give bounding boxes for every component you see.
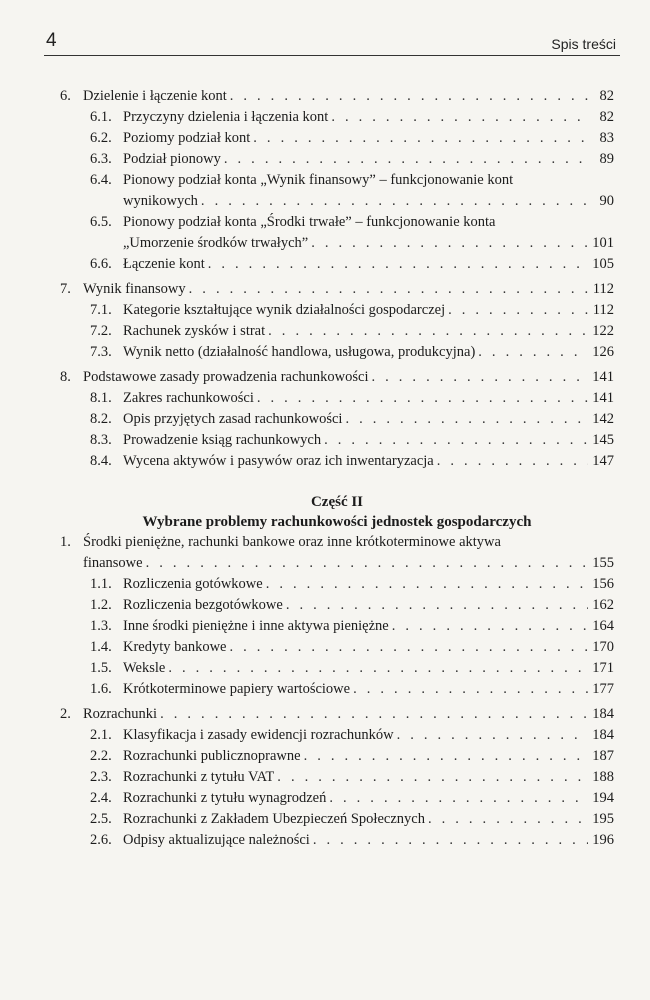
toc-entry [0,658,614,679]
dot-leader [428,809,588,830]
toc-entry-number: 2.1. [90,727,112,743]
toc-entry-title: „Umorzenie środków trwałych” [123,235,309,251]
toc-entry-title: Podział pionowy [123,151,221,167]
toc-entry [0,532,614,574]
toc-entry-number: 6.1. [90,109,112,125]
dot-leader [208,254,588,275]
dot-leader [448,300,588,321]
toc-entry-number: 1.4. [90,639,112,655]
toc-entry-number: 1.1. [90,576,112,592]
toc-entry-title: Rozrachunki z tytułu VAT [123,769,275,785]
dot-leader [392,616,588,637]
toc-entry [0,430,614,451]
toc-entry-page: 112 [592,281,614,297]
toc-entry-page: 196 [592,832,614,848]
dot-leader [266,574,588,595]
toc-entry-page: 90 [599,193,614,209]
part-label: Część II [310,494,364,510]
toc-part-two [0,532,650,851]
running-head: Spis treści [551,36,616,52]
toc-entry-number: 7.3. [90,344,112,360]
toc-entry [0,149,614,170]
dot-leader [478,342,588,363]
dot-leader [311,233,588,254]
dot-leader [189,279,588,300]
dot-leader [277,767,588,788]
toc-entry-page: 142 [592,411,614,427]
toc-entry-page: 101 [592,235,614,251]
toc-entry-title: finansowe [83,555,143,571]
toc-entry-number: 8.2. [90,411,112,427]
toc-entry [0,746,614,767]
toc-entry-title: Pionowy podział konta „Środki trwałe” – funkcjonowanie konta [123,214,496,230]
toc-entry-title: Rachunek zysków i strat [123,323,266,339]
toc-entry [0,86,614,107]
dot-leader [324,430,588,451]
dot-leader [286,595,588,616]
toc-entry-title: Inne środki pieniężne i inne aktywa pieniężne [123,618,389,634]
toc-entry-page: 184 [592,727,614,743]
toc-entry-number: 6.2. [90,130,112,146]
toc-entry-number: 8.1. [90,390,112,406]
dot-leader [268,321,588,342]
toc-entry-title: Dzielenie i łączenie kont [83,88,227,104]
toc-entry-page: 162 [592,597,614,613]
toc-entry-page: 171 [592,660,614,676]
toc-entry-number: 6.4. [90,172,112,188]
dot-leader [304,746,588,767]
dot-leader [230,86,588,107]
toc-entry-number: 1.3. [90,618,112,634]
dot-leader [253,128,588,149]
toc-entry [0,725,614,746]
toc-entry-page: 122 [592,323,614,339]
dot-leader [229,637,588,658]
dot-leader [224,149,588,170]
toc-entry [0,809,614,830]
toc-entry-page: 145 [592,432,614,448]
toc-entry-number: 1.5. [90,660,112,676]
toc-entry-page: 82 [599,88,614,104]
toc-entry [0,616,614,637]
toc-entry-title: Podstawowe zasady prowadzenia rachunkowości [83,369,369,385]
toc-entry-page: 177 [592,681,614,697]
toc-entry-page: 164 [592,618,614,634]
dot-leader [437,451,588,472]
toc-entry-title: Kategorie kształtujące wynik działalności gospodarczej [123,302,446,318]
toc-entry-number: 6.6. [90,256,112,272]
toc-entry [0,212,614,254]
toc-entry-number: 7. [60,281,71,297]
toc-entry-title: wynikowych [123,193,198,209]
toc-entry [0,595,614,616]
toc-entry-title: Klasyfikacja i zasady ewidencji rozrachunków [123,727,394,743]
toc-entry-number: 1.6. [90,681,112,697]
dot-leader [160,704,588,725]
toc-entry-title: Wynik netto (działalność handlowa, usługowa, produkcyjna) [123,344,476,360]
toc-entry-number: 2. [60,706,71,722]
toc-entry-number: 1.2. [90,597,112,613]
toc-entry-title: Rozrachunki publicznoprawne [123,748,301,764]
toc-entry [0,254,614,275]
toc-entry [0,704,614,725]
dot-leader [257,388,588,409]
toc-entry-page: 89 [599,151,614,167]
toc-entry-page: 188 [592,769,614,785]
page-number: 4 [46,30,57,51]
toc-entry-page: 83 [599,130,614,146]
toc-entry [0,451,614,472]
toc-entry-number: 6. [60,88,71,104]
toc-entry-number: 7.2. [90,323,112,339]
dot-leader [397,725,588,746]
dot-leader [146,553,588,574]
toc-entry [0,367,614,388]
toc-entry-title: Prowadzenie ksiąg rachunkowych [123,432,322,448]
toc-entry-number: 8.4. [90,453,112,469]
toc-entry-page: 82 [599,109,614,125]
toc-entry-title: Poziomy podział kont [123,130,251,146]
toc-entry [0,679,614,700]
toc-entry [0,388,614,409]
dot-leader [345,409,588,430]
toc-entry-number: 7.1. [90,302,112,318]
dot-leader [168,658,588,679]
toc-entry-page: 105 [592,256,614,272]
dot-leader [371,367,588,388]
toc-entry-page: 112 [592,302,614,318]
toc-entry-page: 141 [592,390,614,406]
toc-entry-number: 1. [60,534,71,550]
toc-entry-title: Zakres rachunkowości [123,390,254,406]
dot-leader [313,830,588,851]
toc-entry-title: Krótkoterminowe papiery wartościowe [123,681,351,697]
toc-entry-page: 170 [592,639,614,655]
toc-entry-page: 184 [592,706,614,722]
toc-entry-page: 187 [592,748,614,764]
toc-entry-number: 2.4. [90,790,112,806]
dot-leader [201,191,588,212]
toc-entry-title: Środki pieniężne, rachunki bankowe oraz inne krótkoterminowe aktywa [83,534,501,550]
toc-entry-title: Odpisy aktualizujące należności [123,832,310,848]
toc-part-one [0,86,650,472]
toc-entry-number: 2.2. [90,748,112,764]
toc-entry-number: 2.3. [90,769,112,785]
toc-entry [0,279,614,300]
toc-entry-title: Łączenie kont [123,256,205,272]
toc-entry-title: Wynik finansowy [83,281,186,297]
toc-entry [0,409,614,430]
toc-entry [0,830,614,851]
dot-leader [329,788,588,809]
toc-entry [0,574,614,595]
toc-entry-title: Opis przyjętych zasad rachunkowości [123,411,343,427]
toc-entry [0,128,614,149]
dot-leader [353,679,588,700]
toc-entry-page: 194 [592,790,614,806]
toc-entry-title: Weksle [123,660,166,676]
toc-entry-page: 141 [592,369,614,385]
toc-entry-title: Rozliczenia bezgotówkowe [123,597,283,613]
toc-entry [0,170,614,212]
header-rule [44,55,620,56]
toc-entry-number: 8. [60,369,71,385]
toc-entry-number: 6.3. [90,151,112,167]
toc-entry-number: 2.5. [90,811,112,827]
toc-entry-number: 2.6. [90,832,112,848]
toc-entry-title: Kredyty bankowe [123,639,227,655]
toc-entry-title: Rozrachunki [83,706,158,722]
toc-entry-page: 126 [592,344,614,360]
table-of-contents [0,86,650,851]
part-title: Wybrane problemy rachunkowości jednostek gospodarczych [142,514,532,530]
toc-entry-title: Przyczyny dzielenia i łączenia kont [123,109,329,125]
toc-entry [0,321,614,342]
toc-entry-title: Pionowy podział konta „Wynik finansowy” – funkcjonowanie kont [123,172,514,188]
toc-entry [0,637,614,658]
toc-entry-title: Rozliczenia gotówkowe [123,576,263,592]
toc-entry-title: Rozrachunki z tytułu wynagrodzeń [123,790,327,806]
toc-entry [0,767,614,788]
toc-entry [0,300,614,321]
toc-entry-page: 147 [592,453,614,469]
toc-entry-number: 8.3. [90,432,112,448]
toc-entry-title: Rozrachunki z Zakładem Ubezpieczeń Społecznych [123,811,425,827]
toc-entry-page: 156 [592,576,614,592]
dot-leader [331,107,588,128]
toc-entry-title: Wycena aktywów i pasywów oraz ich inwentaryzacja [123,453,434,469]
toc-entry [0,788,614,809]
toc-entry-number: 6.5. [90,214,112,230]
toc-entry [0,342,614,363]
toc-entry-page: 155 [592,555,614,571]
toc-entry-page: 195 [592,811,614,827]
toc-entry [0,107,614,128]
